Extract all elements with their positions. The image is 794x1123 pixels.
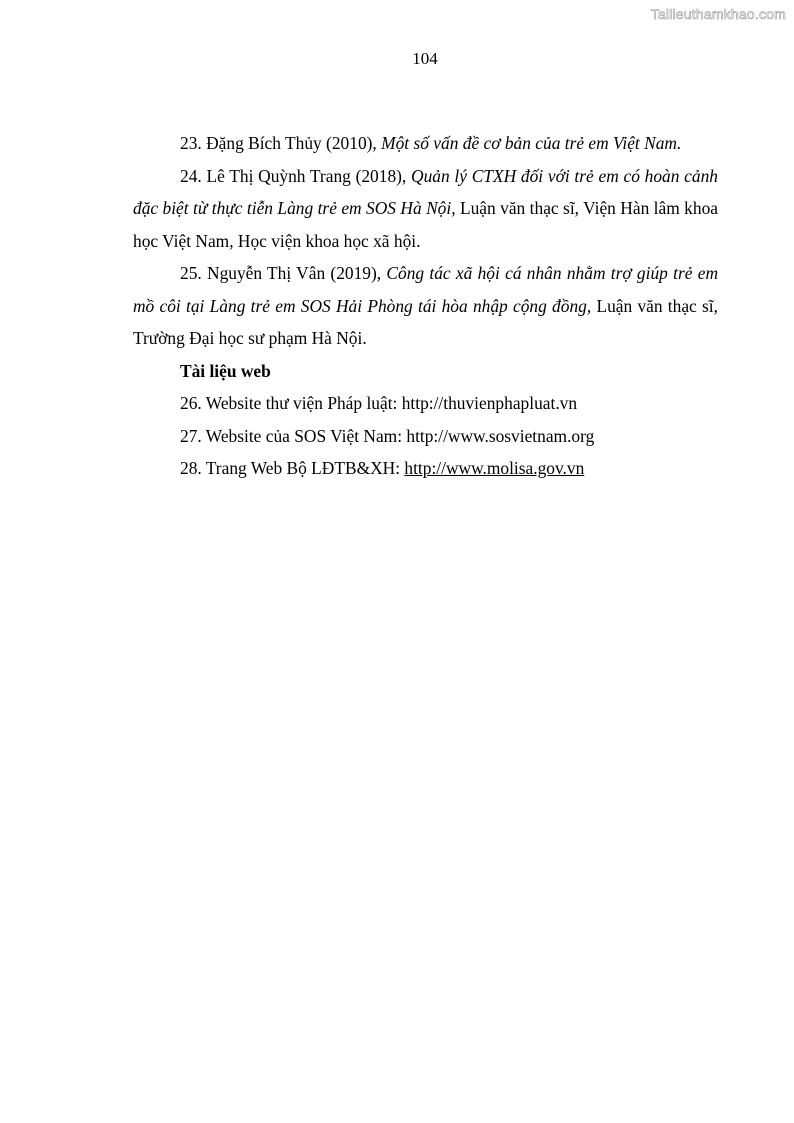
web-reference-label: Trang Web Bộ LĐTB&XH: [205,458,405,478]
reference-author: Đặng Bích Thủy (2010), [206,133,382,153]
reference-number: 28. [180,458,202,478]
reference-number: 27. [180,425,202,446]
web-reference-label: Website của SOS Việt Nam: [205,425,407,446]
reference-number: 23. [180,133,202,153]
reference-details: Luận văn thạc sĩ, Trường Đại học sư phạm Hà Nội. [133,295,718,348]
reference-author: Lê Thị Quỳnh Trang (2018), [206,165,412,186]
page-number: 104 [412,49,438,68]
reference-title: Quản lý CTXH đối với trẻ em có hoàn cảnh đặc biệt từ thực tiễn Làng trẻ em SOS Hà Nội, [133,165,718,218]
web-reference-label: Website thư viện Pháp luật: [205,393,402,413]
web-reference-url[interactable]: http://thuvienphapluat.vn [401,393,578,413]
reference-title: Một số vấn đề cơ bản của trẻ em Việt Nam. [381,133,682,153]
watermark: Tailieuthamkhao.com [650,6,786,22]
reference-details: Luận văn thạc sĩ, Viện Hàn lâm khoa học Việt Nam, Học viện khoa học xã hội. [133,198,718,251]
web-reference-url[interactable]: http://www.sosvietnam.org [406,425,595,446]
web-reference-27 [133,420,718,453]
reference-number: 24. [180,165,202,186]
web-reference-28 [133,452,718,485]
reference-author: Nguyễn Thị Vân (2019), [207,263,387,283]
reference-item-24 [133,160,718,258]
reference-title: Công tác xã hội cá nhân nhằm trợ giúp trẻ em mồ côi tại Làng trẻ em SOS Hải Phòng tái hòa nhập cộng đồng, [133,263,719,316]
reference-number: 25. [180,263,202,283]
reference-list [133,127,718,485]
reference-number: 26. [180,393,202,413]
web-section-heading: Tài liệu web [180,360,271,381]
web-reference-link[interactable]: http://www.molisa.gov.vn [404,458,585,478]
reference-item-25 [133,257,718,355]
reference-item-23 [133,127,718,160]
web-reference-26 [133,387,718,420]
